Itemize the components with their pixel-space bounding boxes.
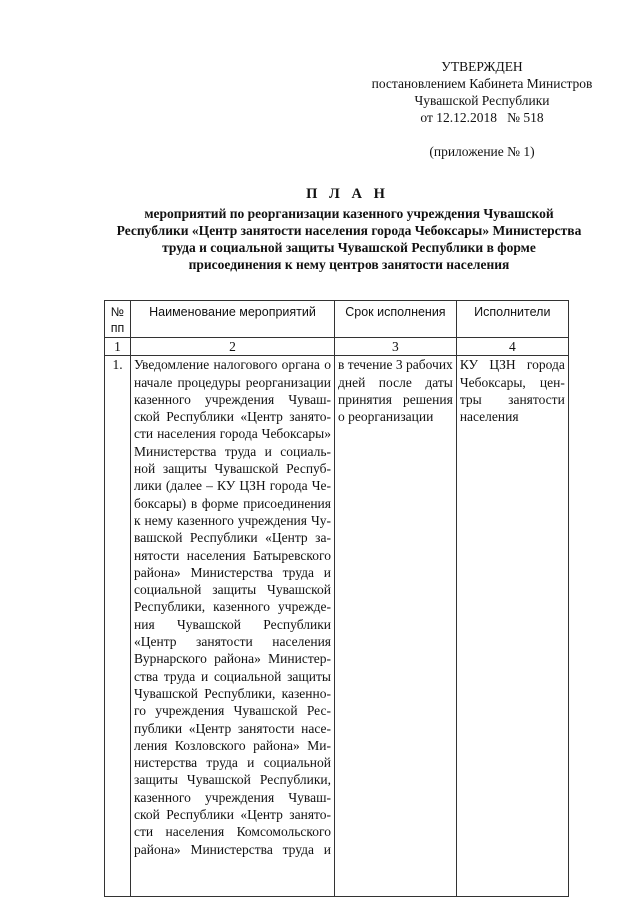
- activity-line: Чувашской Республики, казенно-: [134, 685, 331, 701]
- executor-line: населения: [459, 409, 519, 425]
- executor-line: тры занятости: [459, 391, 565, 407]
- column-number: 4: [456, 338, 568, 356]
- document-subtitle: [104, 205, 594, 273]
- activity-line: казенного учреждения Чуваш-: [134, 391, 331, 407]
- activity-line: ской Республики «Центр занято-: [134, 807, 331, 823]
- header-exec: Исполнители: [456, 301, 568, 338]
- activity-line: начале процедуры реорганизации: [134, 374, 331, 390]
- activity-line: ной защиты Чувашской Респуб-: [134, 461, 331, 477]
- row-number: 1.: [105, 356, 131, 897]
- activity-line: ской Республики «Центр занято-: [134, 409, 331, 425]
- activity-line: публики «Центр занятости насе-: [134, 720, 331, 736]
- plan-table: [104, 300, 569, 897]
- header-name: Наименование мероприятий: [131, 301, 335, 338]
- deadline-line: дней после даты: [338, 374, 453, 390]
- activity-line: ства труда и социальной защиты: [134, 668, 331, 684]
- document-title: П Л А Н: [306, 186, 389, 202]
- activity-line: к нему казенного учреждения Чу-: [134, 512, 331, 528]
- activity-line: социальной защиты Чувашской: [134, 582, 331, 598]
- approval-line: постановлением Кабинета Министров: [371, 76, 593, 91]
- activity-line: района» Министерства труда и: [134, 841, 331, 857]
- activity-line: казенного учреждения Чуваш-: [134, 789, 331, 805]
- activity-line: Уведомление налогового органа о: [134, 357, 331, 373]
- activity-line: ления Козловского района» Ми-: [134, 737, 331, 753]
- subtitle-line: Республики «Центр занятости населения города Чебоксары» Министерства: [116, 223, 582, 238]
- column-number: 3: [335, 338, 457, 356]
- executors-cell: [456, 356, 568, 897]
- approval-block: [362, 58, 602, 126]
- activity-line: Вурнарского района» Министер-: [134, 651, 331, 667]
- activity-line: нятости населения Батыревского: [134, 547, 331, 563]
- table-header-row: [105, 301, 569, 338]
- activity-line: вашской Республики «Центр за-: [134, 530, 331, 546]
- appendix-label: (приложение № 1): [429, 144, 535, 159]
- activity-line: ния Чувашской Республики: [134, 616, 331, 632]
- activity-line: лики (далее – КУ ЦЗН города Че-: [134, 478, 331, 494]
- column-number: 1: [105, 338, 131, 356]
- subtitle-line: присоединения к нему центров занятости населения: [188, 257, 510, 272]
- subtitle-line: мероприятий по реорганизации казенного учреждения Чувашской: [144, 206, 554, 221]
- executor-line: КУ ЦЗН города: [459, 357, 565, 373]
- approval-line: от 12.12.2018 № 518: [420, 110, 544, 125]
- activity-line: Республики, казенного учрежде-: [134, 599, 331, 615]
- approval-line: УТВЕРЖДЕН: [441, 59, 523, 74]
- deadline-cell: [335, 356, 457, 897]
- deadline-line: принятия решения: [338, 391, 453, 407]
- activity-name-cell: [131, 356, 335, 897]
- table-row: [105, 356, 569, 897]
- subtitle-line: труда и социальной защиты Чувашской Республики в форме: [162, 240, 536, 255]
- header-term: Срок исполнения: [335, 301, 457, 338]
- activity-line: защиты Чувашской Республики,: [134, 772, 331, 788]
- executor-line: Чебоксары, цен-: [459, 374, 565, 390]
- activity-line: «Центр занятости населения: [134, 634, 331, 650]
- activity-line: боксары) в форме присоединения: [134, 495, 331, 511]
- activity-line: сти населения города Чебоксары»: [134, 426, 331, 442]
- activity-line: го учреждения Чувашской Рес-: [134, 703, 331, 719]
- deadline-line: о реорганизации: [338, 409, 434, 425]
- column-number: 2: [131, 338, 335, 356]
- activity-line: сти населения Комсомольского: [134, 824, 331, 840]
- activity-line: Министерства труда и социаль-: [134, 443, 331, 459]
- activity-line: нистерства труда и социальной: [134, 755, 331, 771]
- deadline-line: в течение 3 рабочих: [338, 357, 453, 373]
- approval-line: Чувашской Республики: [414, 93, 550, 108]
- column-number-row: [105, 338, 569, 356]
- activity-line: района» Министерства труда и: [134, 564, 331, 580]
- header-num: № пп: [105, 301, 131, 338]
